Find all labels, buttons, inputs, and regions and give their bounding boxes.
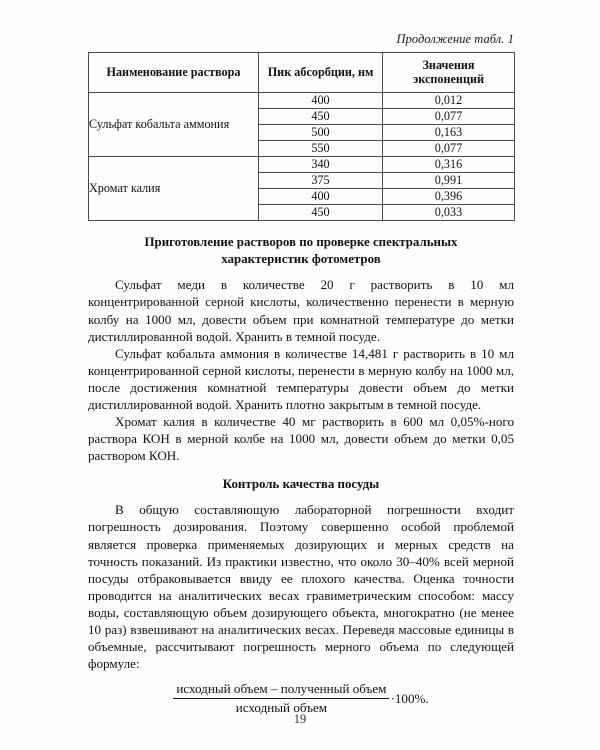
- fraction-denominator: исходный объем: [235, 700, 328, 716]
- table-continuation-caption: Продолжение табл. 1: [396, 32, 514, 46]
- value-cell: 0,396: [383, 189, 515, 205]
- table-row: [89, 157, 515, 173]
- table-header-row: [89, 53, 515, 93]
- peak-cell: 340: [259, 157, 383, 173]
- value-cell: 0,991: [383, 173, 515, 189]
- formula-multiplier: ·100%.: [390, 690, 429, 706]
- peak-cell: 550: [259, 141, 383, 157]
- value-cell: 0,316: [383, 157, 515, 173]
- column-header-value: [383, 53, 515, 93]
- absorption-table: [88, 52, 515, 221]
- section-heading-quality-control: Контроль качества посуды: [222, 477, 380, 492]
- peak-cell: 400: [259, 189, 383, 205]
- value-cell: 0,077: [383, 141, 515, 157]
- peak-cell: 500: [259, 125, 383, 141]
- column-header-value-line2: экспоненций: [412, 72, 485, 87]
- column-header-value-line1: Значения: [422, 58, 475, 72]
- value-cell: 0,033: [383, 205, 515, 221]
- column-header-peak: Пик абсорбции, нм: [259, 53, 383, 93]
- solution-name-cell: Сульфат кобальта аммония: [89, 93, 259, 157]
- peak-cell: 400: [259, 93, 383, 109]
- solution-name-cell: Хромат калия: [89, 157, 259, 221]
- value-cell: 0,077: [383, 109, 515, 125]
- page-content: [88, 0, 514, 716]
- paragraph-cobalt-ammonium-sulfate: Сульфат кобальта аммония в количестве 14,481 г растворить в 10 мл концентрированной серной кислоты, перенести в мерную колбу на 1000 мл, после достижения комнатной температуры довести объем до метки дистиллированной водой. Хранить плотно закрытым в темной посуде.: [88, 345, 514, 412]
- peak-cell: 450: [259, 109, 383, 125]
- column-header-name: Наименование раствора: [89, 53, 259, 93]
- peak-cell: 450: [259, 205, 383, 221]
- error-formula: [88, 681, 514, 716]
- paragraph-copper-sulfate: Сульфат меди в количестве 20 г растворить в 10 мл концентрированной серной кислоты, количественно перенести в мерную колбу на 1000 мл, довести объем при комнатной температуре до метки дистиллированной водой. Хранить в темной посуде.: [88, 277, 514, 344]
- value-cell: 0,163: [383, 125, 515, 141]
- fraction-numerator: исходный объем – полученный объем: [176, 681, 387, 697]
- value-cell: 0,012: [383, 93, 515, 109]
- fraction: [173, 681, 389, 716]
- paragraph-quality-control: В общую составляющую лабораторной погрешности входит погрешность дозирования. Поэтому совершенно особой проблемой является проверка применяемых дозирующих и мерных средств на точность показаний. Из практики известно, что около 30–40% всей мерной посуды отбраковывается ввиду ее плохого качества. Оценка точности проводится на аналитических весах гравиметрическим способом: массу воды, составляющую объем дозирующего объекта, многократно (не менее 10 раз) взвешивают на аналитических весах. Переведя массовые единицы в объемные, рассчитывают погрешность мерного объема по следующей формуле:: [88, 502, 514, 672]
- table-row: [89, 93, 515, 109]
- section-heading-preparation: Приготовление растворов по проверке спектральных характеристик фотометров: [144, 235, 458, 267]
- page-number: 19: [293, 712, 307, 726]
- paragraph-potassium-chromate: Хромат калия в количестве 40 мг растворить в 600 мл 0,05%-ного раствора КОН в мерной колбе на 1000 мл, довести объем до метки 0,05 раствором КОН.: [88, 414, 514, 464]
- peak-cell: 375: [259, 173, 383, 189]
